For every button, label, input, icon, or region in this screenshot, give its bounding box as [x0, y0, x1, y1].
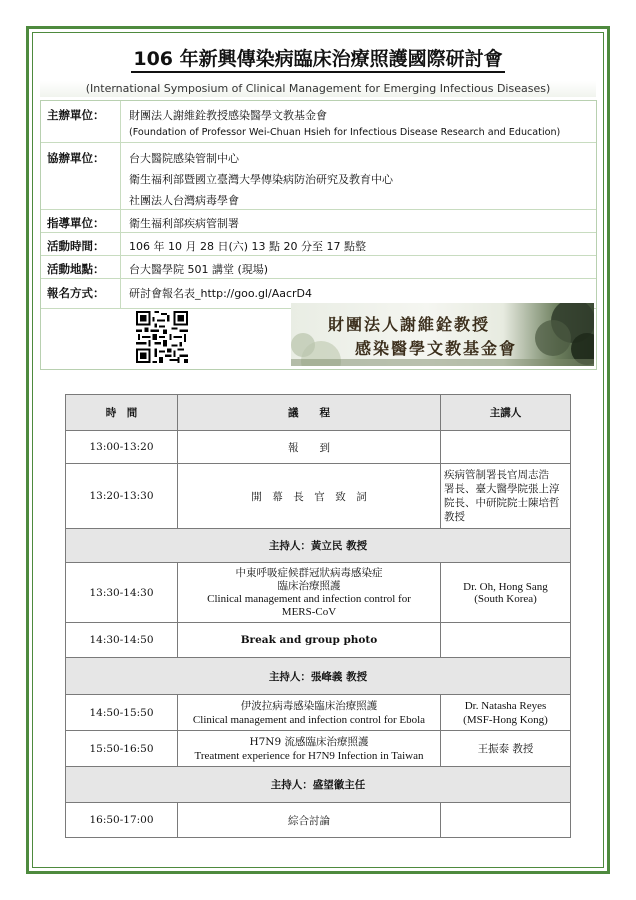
- row-speaker: [441, 695, 571, 731]
- info-row-divider: [41, 255, 596, 256]
- row-agenda: [178, 695, 441, 731]
- table-row: [66, 431, 571, 464]
- row-time: 14:30-14:50: [66, 623, 178, 658]
- qr-code[interactable]: [136, 311, 188, 363]
- agenda-line: 伊波拉病毒感染臨床治療照護: [240, 699, 378, 712]
- info-box: [40, 100, 597, 370]
- time-label: 活動時間：: [47, 239, 105, 253]
- info-row-divider: [41, 232, 596, 233]
- row-time: 13:00-13:20: [66, 431, 178, 464]
- row-agenda: [178, 731, 441, 767]
- register-link[interactable]: 研討會報名表_http://goo.gl/AacrD4: [129, 287, 312, 300]
- row-speaker: [441, 623, 571, 658]
- venue-value: 台大醫學院 501 講堂 (現場): [129, 263, 269, 276]
- title-text: 106 年新興傳染病臨床治療照護國際研討會: [131, 48, 504, 73]
- page-subtitle: (International Symposium of Clinical Management for Emerging Infectious Diseases): [40, 81, 596, 97]
- table-row: [66, 623, 571, 658]
- agenda-line: Clinical management and infection control for Ebola: [192, 713, 426, 726]
- row-speaker: 王振泰 教授: [441, 731, 571, 767]
- row-speaker: [441, 431, 571, 464]
- info-row-divider: [41, 142, 596, 143]
- info-row-divider: [41, 278, 596, 279]
- row-time: 15:50-16:50: [66, 731, 178, 767]
- banner-line-1: 財團法人謝維銓教授: [328, 315, 491, 334]
- speaker-line: 署長、臺大醫學院張上淳: [444, 483, 560, 495]
- register-label: 報名方式：: [47, 286, 105, 300]
- speaker-line: Dr. Oh, Hong Sang: [463, 580, 548, 593]
- moderator-label: 主持人：張峰義 教授: [66, 658, 571, 695]
- info-column-divider: [120, 101, 121, 308]
- row-agenda: 綜合討論: [178, 803, 441, 838]
- speaker-line: 教授: [444, 511, 465, 523]
- row-agenda: 報 到: [178, 431, 441, 464]
- speaker-line: 疾病管制署長官周志浩: [444, 469, 549, 481]
- supervisor-label: 指導單位：: [47, 216, 105, 230]
- speaker-line: (MSF-Hong Kong): [463, 713, 548, 726]
- table-header-row: [66, 395, 571, 431]
- speaker-line: 院長、中研院院士陳培哲: [444, 497, 560, 509]
- agenda-line: 中東呼吸症候群冠狀病毒感染症: [235, 566, 383, 579]
- venue-label: 活動地點：: [47, 262, 105, 276]
- coorganizer-label: 協辦單位：: [47, 151, 105, 165]
- agenda-line: 臨床治療照護: [277, 579, 341, 592]
- header-speaker: 主講人: [441, 395, 571, 431]
- table-row: [66, 695, 571, 731]
- row-agenda: Break and group photo: [178, 623, 441, 658]
- coorganizer-item: 台大醫院感染管制中心: [129, 152, 239, 165]
- banner-line-2: 感染醫學文教基金會: [355, 339, 518, 358]
- moderator-label: 主持人：盛望徽主任: [66, 767, 571, 803]
- time-value: 106 年 10 月 28 日(六) 13 點 20 分至 17 點整: [129, 240, 367, 253]
- table-row: [66, 464, 571, 529]
- supervisor-value: 衛生福利部疾病管制署: [129, 217, 239, 230]
- table-row: [66, 563, 571, 623]
- schedule-table: [65, 394, 571, 838]
- row-time: 13:20-13:30: [66, 464, 178, 529]
- organizer-zh: 財團法人謝維銓教授感染醫學文教基金會: [129, 109, 327, 122]
- agenda-line: H7N9 流感臨床治療照護: [249, 735, 369, 748]
- agenda-line: Clinical management and infection control for: [207, 592, 411, 605]
- moderator-row: [66, 767, 571, 803]
- coorganizer-item: 社團法人台灣病毒學會: [129, 194, 239, 207]
- moderator-row: [66, 658, 571, 695]
- coorganizer-item: 衛生福利部暨國立臺灣大學傳染病防治研究及教育中心: [129, 173, 393, 186]
- moderator-row: [66, 529, 571, 563]
- speaker-line: Dr. Natasha Reyes: [464, 699, 547, 712]
- organizer-label: 主辦單位：: [47, 108, 105, 122]
- speaker-line: (South Korea): [474, 592, 537, 605]
- row-time: 14:50-15:50: [66, 695, 178, 731]
- row-speaker: [441, 563, 571, 623]
- row-agenda: 開 幕 長 官 致 詞: [178, 464, 441, 529]
- table-row: [66, 731, 571, 767]
- agenda-line: Treatment experience for H7N9 Infection in Taiwan: [194, 749, 424, 762]
- organizer-en: (Foundation of Professor Wei-Chuan Hsieh for Infectious Disease Research and Education): [129, 127, 561, 138]
- page-title: [0, 44, 636, 71]
- header-agenda: 議 程: [178, 395, 441, 431]
- row-agenda: [178, 563, 441, 623]
- table-row: [66, 803, 571, 838]
- foundation-banner-image: [291, 303, 594, 366]
- row-time: 16:50-17:00: [66, 803, 178, 838]
- row-speaker: [441, 803, 571, 838]
- moderator-label: 主持人：黃立民 教授: [66, 529, 571, 563]
- agenda-line: MERS-CoV: [281, 605, 337, 618]
- row-speaker: [441, 464, 571, 529]
- info-row-divider: [41, 209, 596, 210]
- header-time: 時 間: [66, 395, 178, 431]
- row-time: 13:30-14:30: [66, 563, 178, 623]
